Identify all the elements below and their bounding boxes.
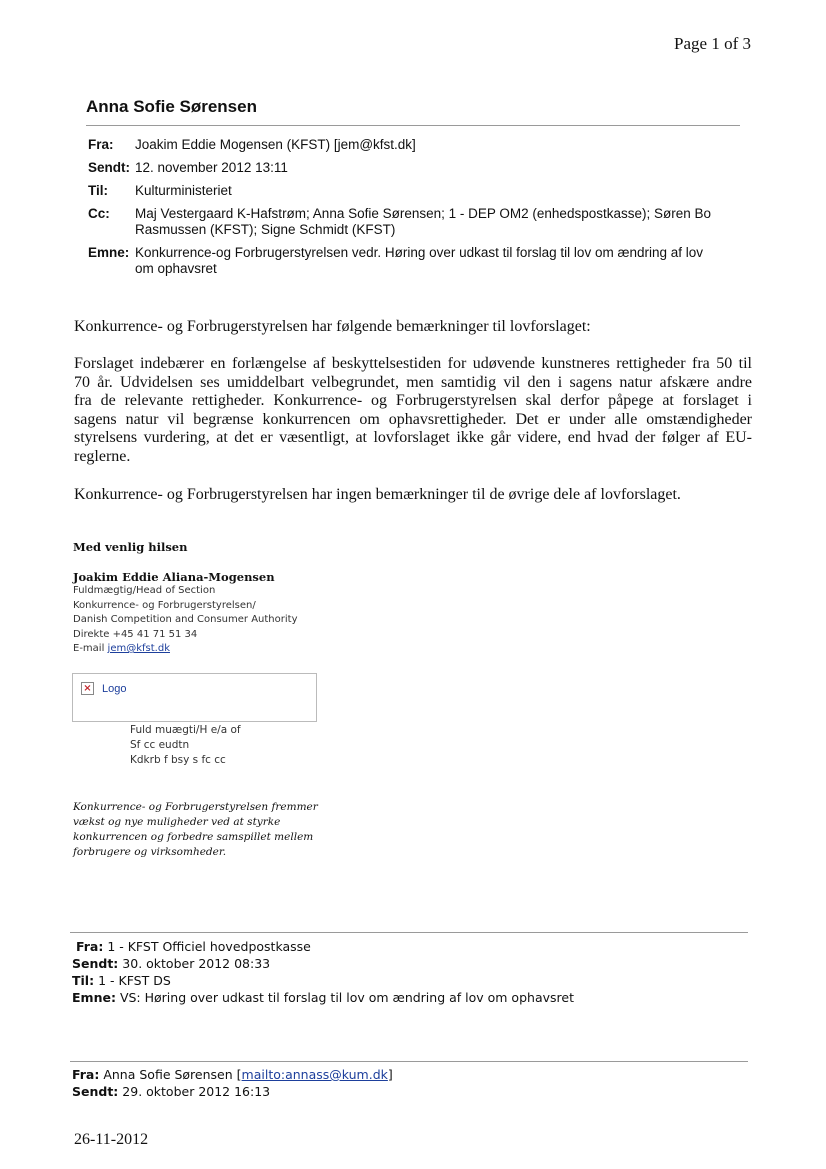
body-line: styrelsens vurdering, at det er væsentligt, at lovforslaget ikke går videre, end hvad der følger af EU- — [74, 429, 752, 447]
cc-value — [135, 206, 748, 238]
garbled-line: Sf cc eudtn — [130, 739, 190, 751]
from-value: Joakim Eddie Mogensen (KFST) [jem@kfst.dk] — [135, 137, 416, 152]
logo-alt-text: Logo — [102, 682, 127, 695]
sent-label: Sendt: — [88, 160, 130, 175]
garbled-line: Fuld muægti/H e/a of — [130, 724, 241, 736]
footer-date: 26-11-2012 — [74, 1131, 149, 1148]
forward1-subject-value: VS: Høring over udkast til forslag til lov om ændring af lov om ophavsret — [119, 990, 574, 1005]
forward2-from-row — [72, 1066, 393, 1083]
sender-name: Anna Sofie Sørensen — [86, 97, 257, 116]
mailto-link[interactable]: mailto:annass@kum.dk — [241, 1067, 388, 1082]
signature-tagline — [73, 800, 333, 860]
forward1-subject-row — [72, 989, 574, 1006]
broken-image-icon: × — [81, 682, 94, 695]
email-label: E-mail — [73, 643, 105, 654]
subject-value — [135, 245, 748, 277]
signature-org-en: Danish Competition and Consumer Authority — [73, 614, 298, 625]
forward1-sent-row — [72, 955, 574, 972]
forward2-header — [72, 1066, 393, 1100]
subject-line: Konkurrence-og Forbrugerstyrelsen vedr. Høring over udkast til forslag til lov om ændring af lov — [135, 245, 703, 260]
forward1-header — [72, 938, 574, 1006]
signature-phone: Direkte +45 41 71 51 34 — [73, 628, 198, 640]
mailto-bracket-close: ] — [387, 1067, 393, 1082]
body-line: Forslaget indebærer en forlængelse af beskyttelsestiden for udøvende kunstneres rettigheder fra 50 til — [74, 355, 752, 372]
logo-placeholder — [72, 673, 317, 722]
forward2-divider — [70, 1061, 748, 1062]
subject-label: Emne: — [88, 245, 130, 260]
forward1-to-label: Til: — [72, 973, 95, 988]
tagline-line: Konkurrence- og Forbrugerstyrelsen fremmer — [73, 801, 318, 813]
from-label: Fra: — [88, 137, 114, 152]
mailto-bracket-open: [ — [236, 1067, 242, 1082]
forward1-sent-value: 30. oktober 2012 08:33 — [122, 956, 271, 971]
tagline-line: forbrugere og virksomheder. — [73, 846, 227, 858]
body-paragraph-main — [74, 355, 752, 467]
signature-title: Fuldmægtig/Head of Section — [73, 585, 216, 596]
tagline-line: konkurrencen og forbedre samspillet mellem — [73, 831, 314, 843]
body-line: sagens natur vil begrænse konkurrencen om ophavsrettigheder. Det er under alle omstændigheder — [74, 410, 752, 428]
to-value: Kulturministeriet — [135, 183, 232, 198]
forward1-to-row — [72, 972, 574, 989]
signature-email-link[interactable]: jem@kfst.dk — [107, 643, 170, 654]
email-header — [88, 137, 748, 277]
forward1-subject-label: Emne: — [72, 990, 116, 1005]
header-divider — [86, 125, 740, 126]
garbled-line: Kdkrb f bsy s fc cc — [130, 754, 226, 766]
body-line: 70 år. Udvidelsen ses umiddelbart velbegrundet, men samtidig vil den i sagens natur afskære andre — [74, 373, 752, 391]
body-paragraph-intro: Konkurrence- og Forbrugerstyrelsen har følgende bemærkninger til lovforslaget: — [74, 318, 591, 335]
garbled-signature-text — [130, 723, 241, 768]
body-line: reglerne. — [74, 447, 131, 465]
sent-value: 12. november 2012 13:11 — [135, 160, 288, 175]
body-line: fra de relevante rettigheder. Konkurrence- og Forbrugerstyrelsen skal derfor påpege at forslaget i — [74, 392, 752, 410]
signature-name: Joakim Eddie Aliana-Mogensen — [73, 570, 275, 584]
forward1-from-value: 1 - KFST Officiel hovedpostkasse — [107, 939, 311, 954]
forward2-sent-value: 29. oktober 2012 16:13 — [122, 1084, 271, 1099]
to-label: Til: — [88, 183, 108, 198]
forward1-divider — [70, 932, 748, 933]
logo-content — [81, 682, 126, 695]
cc-line: Maj Vestergaard K-Hafstrøm; Anna Sofie Sørensen; 1 - DEP OM2 (enhedspostkasse); Søren Bo — [135, 206, 712, 221]
tagline-line: vækst og nye muligheder ved at styrke — [73, 816, 281, 828]
cc-line: Rasmussen (KFST); Signe Schmidt (KFST) — [135, 222, 396, 237]
forward1-to-value: 1 - KFST DS — [98, 973, 171, 988]
forward2-sent-row — [72, 1083, 393, 1100]
cc-label: Cc: — [88, 206, 110, 221]
forward1-sent-label: Sendt: — [72, 956, 119, 971]
signature-details — [73, 584, 298, 657]
signature-org: Konkurrence- og Forbrugerstyrelsen/ — [73, 599, 256, 611]
subject-line: om ophavsret — [135, 261, 217, 276]
signature-greeting: Med venlig hilsen — [73, 540, 188, 554]
forward1-from-label: Fra: — [76, 939, 104, 954]
forward2-from-value: Anna Sofie Sørensen — [103, 1067, 233, 1082]
forward2-sent-label: Sendt: — [72, 1084, 119, 1099]
forward2-from-label: Fra: — [72, 1067, 100, 1082]
page-number: Page 1 of 3 — [674, 34, 751, 53]
body-paragraph-closing: Konkurrence- og Forbrugerstyrelsen har ingen bemærkninger til de øvrige dele af lovforslaget. — [74, 486, 681, 503]
signature-email-row — [73, 642, 298, 657]
forward1-from-row — [72, 938, 574, 955]
